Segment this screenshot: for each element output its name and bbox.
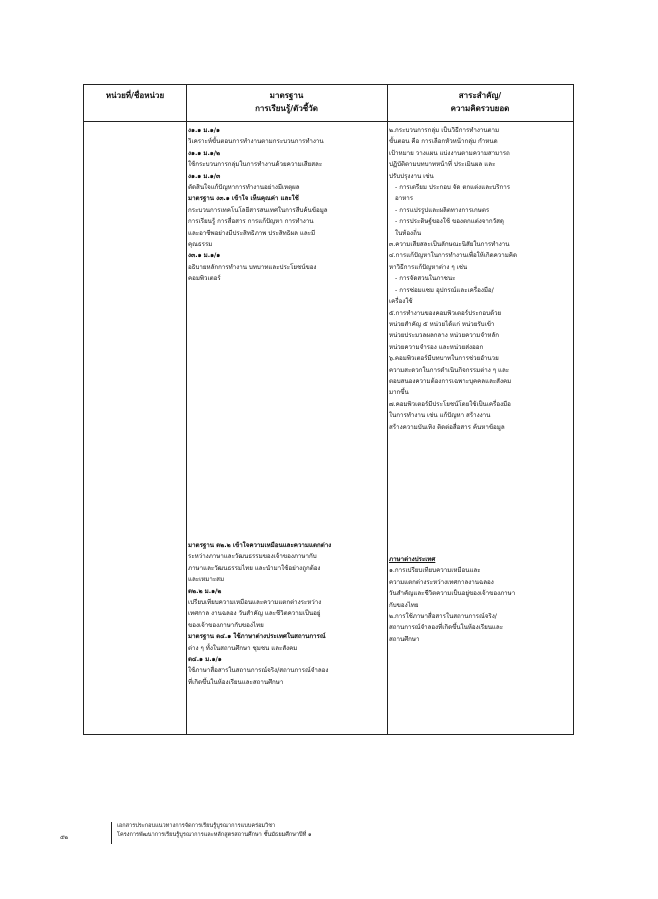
header-standard-line1: มาตรฐาน: [269, 91, 304, 100]
text-line: ต๒.๒ ม.๑/๒: [188, 587, 222, 595]
text-line: เครื่องใช้: [389, 298, 413, 306]
text-line: ๗.คอมพิวเตอร์มีประโยชน์โดยใช้เป็นเครื่องมือ: [389, 400, 511, 408]
text-line: มากขึ้น: [389, 389, 409, 397]
text-line: เปรียบเทียบความเหมือนและความแตกต่างระหว่าง: [188, 599, 322, 607]
curriculum-table: [83, 84, 574, 735]
header-standard-line2: การเรียนรู้/ตัวชี้วัด: [255, 104, 318, 113]
text-line: เทศกาล งานฉลอง วันสำคัญ และชีวิตความเป็นอยู่: [188, 610, 321, 618]
text-line: ในการทำงาน เช่น แก้ปัญหา สร้างงาน: [389, 412, 491, 420]
text-line: ง๓.๑ ม.๑/๑: [188, 252, 221, 260]
footer-text: [117, 822, 312, 840]
text-line: อาหาร: [395, 195, 414, 203]
text-line: มาตรฐาน ต๒.๒ เข้าใจความเหมือนและความแตกต่าง: [188, 542, 332, 549]
text-line: - การประดิษฐ์ของใช้ ของตกแต่งจากวัสดุ: [395, 218, 504, 226]
text-line: คอมพิวเตอร์: [188, 275, 221, 283]
text-line: ๓.ความเสียสละเป็นลักษณะนิสัยในการทำงาน: [389, 241, 510, 249]
text-line: และเหมาะสม: [188, 576, 225, 584]
text-line: ภาษาและวัฒนธรรมไทย และนำมาใช้อย่างถูกต้อง: [188, 564, 321, 572]
text-line: คุณธรรม: [188, 241, 213, 249]
text-line: สถานการณ์จำลองที่เกิดขึ้นในห้องเรียนและ: [389, 624, 504, 632]
text-line: เป้าหมาย วางแผน แบ่งงานตามความสามารถ: [389, 149, 510, 157]
text-line: สร้างความบันเทิง ติดต่อสื่อสาร ค้นหาข้อมูล: [389, 423, 505, 431]
text-line: ต๔.๑ ม.๑/๑: [188, 656, 222, 664]
header-essence: [387, 89, 573, 115]
text-line: - การซ่อมแซม อุปกรณ์และเครื่องมือ/: [395, 286, 494, 294]
text-line: ๒.กระบวนการกลุ่ม เป็นวิธีการทำงานตาม: [389, 127, 500, 134]
header-standard: [186, 89, 387, 115]
text-line: กระบวนการเทคโนโลยีสารสนเทศในการสืบค้นข้อมูล: [188, 206, 328, 214]
text-line: ปรับปรุงงาน เช่น: [389, 172, 434, 180]
header-divider: [84, 121, 573, 122]
text-line: การเรียนรู้ การสื่อสาร การแก้ปัญหา การทำงาน: [188, 218, 314, 226]
text-line: วิเคราะห์ขั้นตอนการทำงานตามกระบวนการทำงาน: [188, 138, 324, 146]
header-unit: [84, 89, 186, 102]
text-line: ๑.การเปรียบเทียบความเหมือนและ: [389, 567, 481, 575]
text-line: กับของไทย: [389, 601, 419, 609]
text-line: ง๑.๑ ม.๑/๓: [188, 172, 221, 180]
text-line: ตอบสนองความต้องการเฉพาะบุคคลและสังคม: [389, 377, 512, 385]
text-line: ตัดสินใจแก้ปัญหาการทำงานอย่างมีเหตุผล: [188, 184, 300, 192]
header-unit-text: หน่วยที่/ชื่อหน่วย: [105, 91, 165, 100]
column-divider: [186, 85, 187, 734]
text-line: ๒.การใช้ภาษาสื่อสารในสถานการณ์จริง/: [389, 613, 497, 621]
text-line: ของเจ้าของภาษากับของไทย: [188, 621, 264, 629]
text-line: ง๑.๑ ม.๑/๒: [188, 149, 221, 157]
text-line: ต่าง ๆ ทั้งในสถานศึกษา ชุมชน และสังคม: [188, 644, 298, 652]
essence-bottom: [389, 554, 515, 645]
header-essence-line2: ความคิดรวบยอด: [450, 104, 510, 113]
essence-bottom-heading: ภาษาต่างประเทศ: [389, 556, 436, 563]
text-line: ขั้นตอน คือ การเลือกหัวหน้ากลุ่ม กำหนด: [389, 138, 498, 146]
text-line: มาตรฐาน ง๓.๑ เข้าใจ เห็นคุณค่า และใช้: [188, 195, 299, 203]
text-line: ที่เกิดขึ้นในห้องเรียนและสถานศึกษา: [188, 678, 284, 686]
text-line: ความแตกต่างระหว่างเทศกาลงานฉลอง: [389, 578, 494, 586]
footer-divider: [111, 822, 112, 844]
text-line: อธิบายหลักการทำงาน บทบาทและประโยชน์ของ: [188, 263, 317, 271]
text-line: ใช้ภาษาสื่อสารในสถานการณ์จริง/สถานการณ์จำลอง: [188, 667, 329, 675]
text-line: วันสำคัญและชีวิตความเป็นอยู่ของเจ้าของภาษา: [389, 590, 516, 598]
text-line: และอาชีพอย่างมีประสิทธิภาพ ประสิทธิผล และมี: [188, 229, 316, 237]
standards-top: [188, 125, 328, 285]
text-line: - การจัดสวนในภาชนะ: [395, 275, 456, 283]
text-line: มาตรฐาน ต๔.๑ ใช้ภาษาต่างประเทศในสถานการณ์: [188, 633, 326, 641]
text-line: ระหว่างภาษาและวัฒนธรรมของเจ้าของภาษากับ: [188, 553, 317, 561]
text-line: ง๑.๑ ม.๑/๑: [188, 127, 220, 134]
text-line: ใช้กระบวนการกลุ่มในการทำงานด้วยความเสียสละ: [188, 161, 323, 169]
standards-bottom: [188, 540, 331, 688]
text-line: ๕.การทำงานของคอมพิวเตอร์ประกอบด้วย: [389, 309, 502, 317]
text-line: หน่วยสำคัญ ๕ หน่วยได้แก่ หน่วยรับเข้า: [389, 320, 495, 328]
text-line: หาวิธีการแก้ปัญหาต่าง ๆ เช่น: [389, 263, 468, 271]
footer-line2: โครงการพัฒนาการเรียนรู้บูรณาการและหลักสูตรสถานศึกษา ชั้นมัธยมศึกษาปีที่ ๑: [117, 832, 312, 838]
text-line: - การเตรียม ประกอบ จัด ตกแต่งและบริการ: [395, 184, 511, 192]
column-divider: [387, 85, 388, 734]
text-line: ๔.การแก้ปัญหาในการทำงานเพื่อให้เกิดความคิด: [389, 252, 517, 260]
text-line: ในท้องถิ่น: [395, 229, 422, 237]
footer-line1: เอกสารประกอบแนวทางการจัดการเรียนรู้บูรณาการแบบคร่อมวิชา: [117, 823, 276, 829]
text-line: ๖.คอมพิวเตอร์มีบทบาทในการช่วยอำนวย: [389, 355, 499, 363]
text-line: ความสะดวกในการดำเนินกิจกรรมต่าง ๆ และ: [389, 366, 510, 374]
text-line: สถานศึกษา: [389, 635, 420, 643]
text-line: ปฏิบัติตามบทบาทหน้าที่ ประเมินผล และ: [389, 161, 496, 169]
header-essence-line1: สาระสำคัญ/: [458, 91, 502, 100]
essence-top: [389, 125, 517, 433]
page-number: ๕๒: [60, 835, 68, 841]
text-line: หน่วยความจำรอง และหน่วยส่งออก: [389, 343, 484, 351]
text-line: - การแปรรูปและผลิตทางการเกษตร: [395, 206, 490, 214]
text-line: หน่วยประมวลผลกลาง หน่วยความจำหลัก: [389, 332, 500, 340]
